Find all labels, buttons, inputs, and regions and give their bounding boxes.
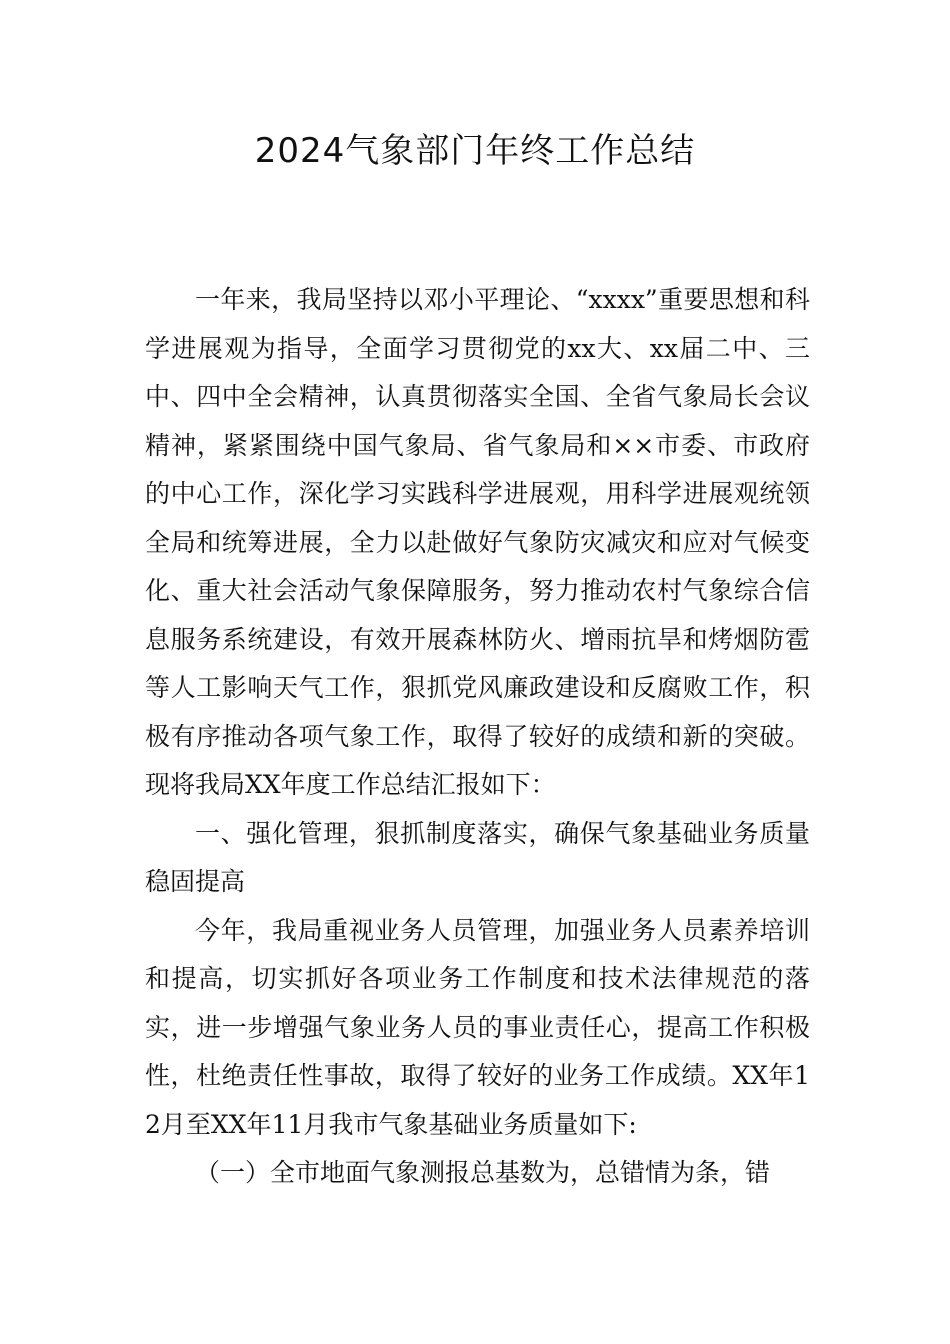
paragraph-subitem-1: （一）全市地面气象测报总基数为，总错情为条，错 <box>195 1158 771 1187</box>
section-heading-1: 一、强化管理，狠抓制度落实，确保气象基础业务质量稳固提高 <box>145 818 810 896</box>
document-title: 2024气象部门年终工作总结 <box>254 131 696 171</box>
paragraph-section-1: 今年，我局重视业务人员管理，加强业务人员素养培训和提高，切实抓好各项业务工作制度和技术法律规范的落实，进一步增强气象业务人员的事业责任心，提高工作积极性，杜绝责任性事故，取得了较好的业务工作成绩。XX年12月至XX年11月我市气象基础业务质量如下: <box>145 915 810 1139</box>
document-body <box>145 276 810 1198</box>
paragraph-intro: 一年来，我局坚持以邓小平理论、“xxxx”重要思想和科学进展观为指导，全面学习贯彻党的xx大、xx届二中、三中、四中全会精神，认真贯彻落实全国、全省气象局长会议精神，紧紧围绕中国气象局、省气象局和××市委、市政府的中心工作，深化学习实践科学进展观，用科学进展观统领全局和统筹进展，全力以赴做好气象防灾减灾和应对气候变化、重大社会活动气象保障服务，努力推动农村气象综合信息服务系统建设，有效开展森林防火、增雨抗旱和烤烟防雹等人工影响天气工作，狠抓党风廉政建设和反腐败工作，积极有序推动各项气象工作，取得了较好的成绩和新的突破。现将我局XX年度工作总结汇报如下： <box>145 285 810 799</box>
